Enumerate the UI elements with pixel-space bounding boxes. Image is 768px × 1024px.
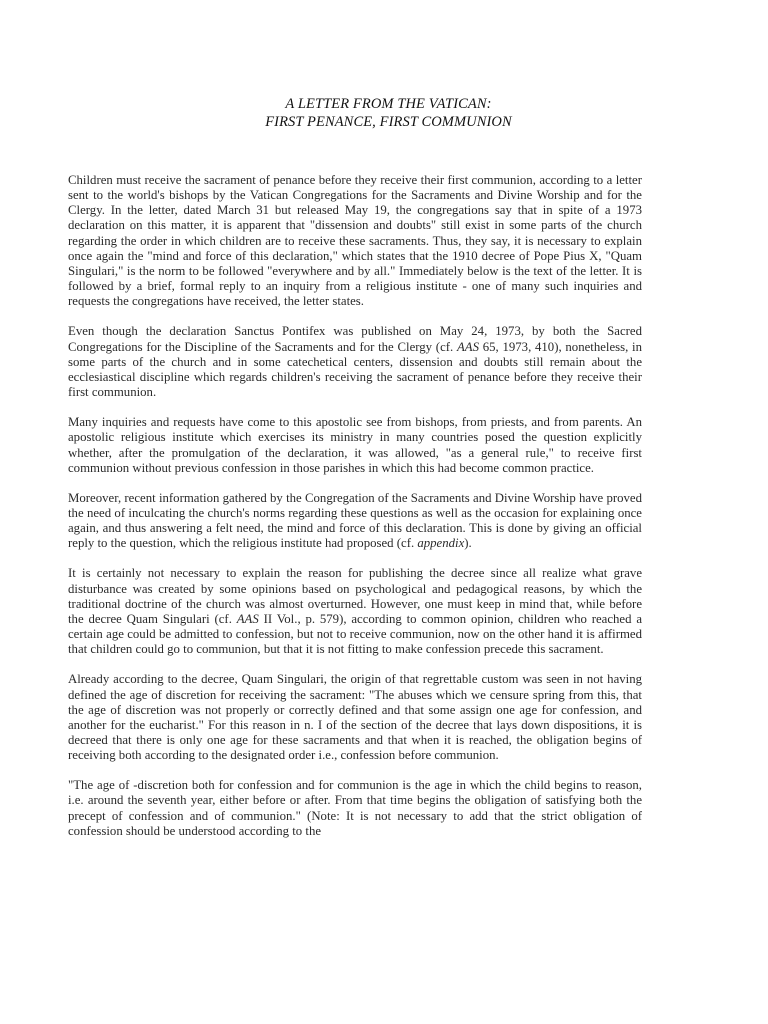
paragraph (68, 672, 642, 763)
citation-italic: AAS (456, 339, 479, 354)
paragraph (68, 778, 642, 839)
paragraph-text: ). (464, 536, 472, 551)
paragraph (68, 566, 642, 657)
paragraph-text: Many inquiries and requests have come to this apostolic see from bishops, from priests, and from parents. An apostolic religious institute which exercises its ministry in many countries posed the question explicitly whether, after the promulgation of the declaration, it was allowed, "as a general rule," to receive first communion without previous confession in those parishes in which this had become common practice. (68, 415, 642, 475)
citation-italic: AAS (236, 611, 259, 626)
paragraph-text: "The age of -discretion both for confession and for communion is the age in which the child begins to reason, i.e. around the seventh year, either before or after. From that time begins the obligation of satisfying both the precept of confession and of communion." (Note: It is not necessary to add that the strict obligation of confession should be understood according to the (68, 778, 642, 838)
title-line-1: A LETTER FROM THE VATICAN: (285, 96, 492, 112)
document-body (68, 173, 642, 839)
paragraph-text: It is certainly not necessary to explain the reason for publishing the decree since all realize what grave disturbance was created by some opinions based on psychological and pedagogical reasons, by which the traditional doctrine of the church was almost overturned. However, one must keep in mind that, while before the decree Quam Singulari (cf. (68, 566, 642, 626)
paragraph (68, 491, 642, 552)
title-line-2: FIRST PENANCE, FIRST COMMUNION (265, 114, 512, 130)
paragraph (68, 415, 642, 476)
paragraph-text: Already according to the decree, Quam Singulari, the origin of that regrettable custom was seen in not having defined the age of discretion for receiving the sacrament: "The abuses which we censure spring from this, that the age of discretion was not properly or correctly defined and that some assign one age for confession, and another for the eucharist." For this reason in n. I of the section of the decree that lays down dispositions, it is decreed that there is only one age for these sacraments and that when it is reached, the obligation begins of receiving both according to the designated order i.e., confession before communion. (68, 672, 642, 763)
paragraph (68, 173, 642, 309)
citation-italic: appendix (417, 536, 465, 551)
document-title (68, 95, 709, 131)
paragraph-text: Even though the declaration Sanctus Pontifex was published on May 24, 1973, by both the Sacred Congregations for the Discipline of the Sacraments and for the Clergy (cf. (68, 324, 642, 354)
paragraph (68, 324, 642, 400)
paragraph-text: Children must receive the sacrament of penance before they receive their first communion, according to a letter sent to the world's bishops by the Vatican Congregations for the Sacraments and Divine Worship and for the Clergy. In the letter, dated March 31 but released May 19, the congregations say that in spite of a 1973 declaration on this matter, it is apparent that "dissension and doubts" still exist in some parts of the church regarding the order in which children are to receive these sacraments. Thus, they say, it is necessary to explain once again the "mind and force of this declaration," which states that the 1910 decree of Pope Pius X, "Quam Singulari," is the norm to be followed "everywhere and by all." Immediately below is the text of the letter. It is followed by a brief, formal reply to an inquiry from a religious institute - one of many such inquiries and requests the congregations have received, the letter states. (68, 173, 642, 309)
paragraph-text: II Vol., p. 579), according to common opinion, children who reached a certain age could be admitted to confession, but not to receive communion, now on the other hand it is affirmed that children could go to communion, but that it is not fitting to make confession precede this sacrament. (68, 611, 643, 657)
paragraph-text: 65, 1973, 410), nonetheless, in some parts of the church and in some catechetical centers, dissension and doubts still remain about the ecclesiastical discipline which regards children's receiving the sacrament of penance before they receive their first communion. (68, 339, 642, 400)
paragraph-text: Moreover, recent information gathered by the Congregation of the Sacraments and Divine Worship have proved the need of inculcating the church's norms regarding these questions as well as the occasion for explaining once again, and thus answering a felt need, the mind and force of this declaration. This is done by giving an official reply to the question, which the religious institute had proposed (cf. (68, 490, 642, 551)
